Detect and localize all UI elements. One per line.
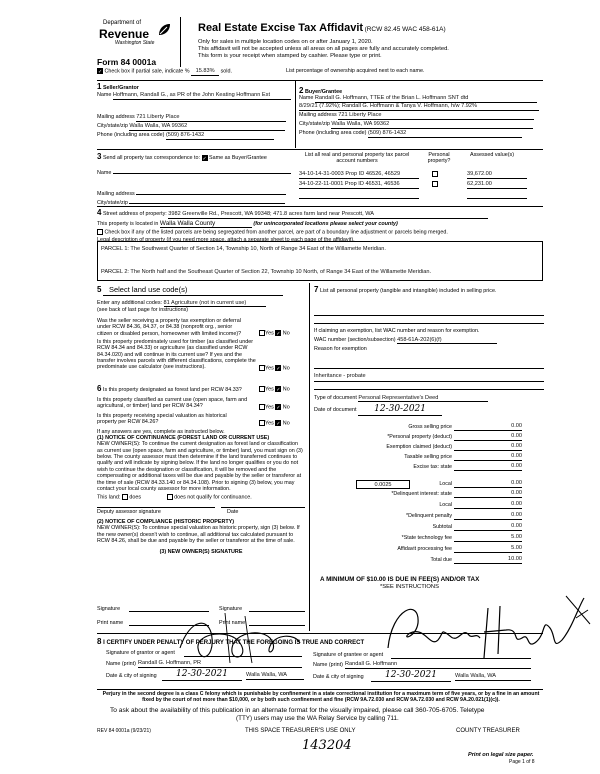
local-rate-box[interactable]: 0.0025 bbox=[356, 480, 410, 489]
property-section: 4 Street address of property: 3982 Greenville Rd., Prescott, WA 99348; 471.8 acres farm land near Prescott, WA This property is located in Walla Walla County (for unincorporated locations please select your county) Check box if any of the listed parcels are being segregated from another parcel, are part of a boundary line adjustment or parcels being merged. Legal description of property (if you need more space, attach a separate sheet to each page of the affidavit). bbox=[97, 208, 543, 243]
correspondence-section: 3 Send all property tax correspondence to: ✓ Same as Buyer/Grantee Name Mailing address City/state/zip bbox=[97, 152, 297, 207]
account-number[interactable]: 34-10-22-11-0001 Prop ID 46531, 46536 bbox=[299, 181, 419, 189]
land-use-select[interactable]: Select land use code(s) bbox=[103, 286, 283, 296]
calc-value[interactable]: 0.00 bbox=[454, 453, 522, 461]
certify-statement: 8 I CERTIFY UNDER PENALTY OF PERJURY THAT THE FOREGOING IS TRUE AND CORRECT bbox=[97, 637, 365, 646]
grantee-name-label: Name (print) bbox=[313, 662, 343, 668]
legal-description-box[interactable] bbox=[97, 241, 543, 281]
owner-sig-label-1: Signature bbox=[97, 606, 121, 612]
grantee-handwritten-signature bbox=[380, 588, 595, 666]
corr-city-label: City/state/zip bbox=[97, 200, 128, 207]
answers-intro: If any answers are yes, complete as instructed below. bbox=[97, 428, 225, 435]
calc-value[interactable]: 0.00 bbox=[454, 443, 522, 451]
legal-size-note: Print on legal size paper. bbox=[468, 752, 534, 758]
calc-value[interactable]: 0.00 bbox=[454, 480, 522, 488]
calc-value[interactable]: 5.00 bbox=[454, 534, 522, 542]
accounts-header-2: Personal property? bbox=[427, 152, 451, 165]
property-street[interactable]: 3982 Greenville Rd., Prescott, WA 99348; 471.8 acres farm land near Prescott, WA bbox=[168, 211, 488, 219]
rule-3 bbox=[97, 206, 543, 207]
grantor-name-label: Name (print) bbox=[106, 661, 136, 667]
seller-city-label: City/state/zip bbox=[97, 123, 128, 130]
account-number[interactable]: 34-10-14-31-0003 Prop ID 46526, 46529 bbox=[299, 171, 419, 179]
corr-mail-label: Mailing address bbox=[97, 191, 135, 198]
calc-label: Exemption claimed (deduct) bbox=[386, 444, 452, 450]
seller-section: 1 Seller/Grantor Name Hoffmann, Randall G., as PR of the John Keating Hoffmann Est Mailing address 721 Liberty Place City/state/zip Walla Walla, WA 99362 Phone (including area code) (509) 876-1432 bbox=[97, 82, 293, 141]
calc-label: Taxable selling price bbox=[404, 454, 452, 460]
current-use-no-label: No bbox=[282, 404, 290, 411]
segregation-label: Check box if any of the listed parcels are being segregated from another parcel, are part of a boundary line adjustment or parcels being merged. bbox=[104, 229, 448, 236]
grantor-name[interactable]: Randall G. Hoffmann, PR bbox=[138, 660, 302, 668]
current-use-question: Is this property classified as current use (open space, farm and agricultural, or timber) land per RCW 84.34? bbox=[97, 397, 248, 410]
calc-value[interactable]: 0.00 bbox=[454, 433, 522, 441]
segregation-checkbox[interactable] bbox=[97, 229, 103, 235]
calc-value[interactable]: 0.00 bbox=[454, 523, 522, 531]
personal-property-line-2[interactable] bbox=[314, 316, 544, 324]
forest-yes-label: Yes bbox=[265, 386, 274, 393]
partial-sale-sold: sold. bbox=[220, 68, 232, 75]
assessed-value[interactable]: 39,672.00 bbox=[467, 171, 527, 179]
reason-line-1[interactable] bbox=[314, 361, 544, 369]
logo-revenue: Revenue bbox=[99, 27, 150, 41]
header-divider bbox=[180, 17, 181, 67]
exemption-question: Was the seller receiving a property tax exemption or deferral under RCW 84.36, 84.37, or 84.38 (nonprofit org., senior citizen or disabled person, homeowner with limited income)? bbox=[97, 317, 242, 337]
parcel-2-text: PARCEL 2: The North half and the Southeast Quarter of Section 22, Township 10 North, of Range 34 East of the Willamette Meridian. bbox=[101, 269, 432, 275]
personal-property-section: 7 List all personal property (tangible and intangible) included in selling price. If claiming an exemption, list WAC number and reason for exemption. WAC number (section/subsection) 458-61A-202(6)(f) Reason for exemption Inheritance - probate Type of document Personal Representative's Deed Date of document 12-30-2021 bbox=[314, 285, 544, 416]
reason-label: Reason for exemption bbox=[314, 346, 367, 353]
personal-property-line-1[interactable] bbox=[314, 308, 544, 316]
treasurer-use: THIS SPACE TREASURER'S USE ONLY bbox=[245, 728, 356, 734]
calc-label: *Delinquent penalty bbox=[406, 513, 452, 519]
calc-label: *Personal property (deduct) bbox=[387, 434, 452, 440]
page-number: Page 1 of 8 bbox=[509, 759, 535, 765]
rule-5 bbox=[97, 689, 543, 690]
doc-date[interactable]: 12-30-2021 bbox=[358, 404, 442, 416]
calc-label: Gross selling price bbox=[408, 424, 452, 430]
does-not-checkbox[interactable] bbox=[167, 494, 173, 500]
partial-sale-percent[interactable]: 15.83% bbox=[191, 68, 219, 76]
account-number-blank[interactable] bbox=[299, 192, 419, 199]
historic-yes-label: Yes bbox=[265, 420, 274, 427]
grantor-handwritten-signature bbox=[170, 608, 320, 668]
personal-property-checkbox[interactable] bbox=[432, 171, 438, 177]
additional-codes[interactable]: 81 Agriculture (not in current use) bbox=[164, 300, 266, 308]
calc-value[interactable]: 0.00 bbox=[454, 490, 522, 498]
buyer-mail[interactable]: 721 Liberty Place bbox=[338, 112, 534, 120]
logo-dept: Department of bbox=[103, 20, 142, 26]
does-label: does bbox=[129, 494, 142, 501]
grantee-name[interactable]: Randall G. Hoffmann bbox=[345, 661, 531, 669]
calc-label: Local bbox=[439, 481, 452, 487]
grantee-date-label: Date & city of signing bbox=[313, 674, 364, 680]
historic-no-checkbox[interactable]: ✓ bbox=[276, 420, 281, 427]
grantee-sig-label: Signature of grantee or agent bbox=[313, 652, 384, 658]
seller-name[interactable]: Hoffmann, Randall G., as PR of the John Keating Hoffmann Est bbox=[113, 92, 291, 100]
header-sub-1: Only for sales in multiple location codes on or after January 1, 2020. bbox=[198, 39, 373, 45]
account-row bbox=[299, 171, 543, 180]
q2-yes-label: Yes bbox=[265, 365, 274, 372]
accounts-header-1: List all real and personal property tax parcel account numbers bbox=[304, 152, 410, 165]
buyer-heading: Buyer/Grantee bbox=[304, 89, 343, 95]
does-checkbox[interactable] bbox=[122, 494, 128, 500]
deputy-date-label: Date bbox=[227, 509, 239, 516]
calc-label: Local bbox=[439, 502, 452, 508]
seller-city[interactable]: Walla Walla, WA 99362 bbox=[129, 123, 285, 131]
seller-phone-label: Phone (including area code) bbox=[97, 132, 165, 139]
grantor-date-label: Date & city of signing bbox=[106, 673, 157, 679]
corr-label: Send all property tax correspondence to: bbox=[102, 155, 201, 161]
calc-label: Affidavit processing fee bbox=[397, 546, 452, 552]
partial-sale-checkbox[interactable]: ✓ bbox=[98, 69, 103, 75]
this-land-label: This land: bbox=[97, 494, 121, 501]
unincorp-note: (for unincorporated locations please select your county) bbox=[253, 220, 398, 227]
compliance-text: NEW OWNER(S): To continue special valuation as historic property, sign (3) below. If the new owner(s) doesn't wish to continue, all additional tax calculated pursuant to RCW 84.26, shall be due and payable by the seller or transferor at the time of sale. bbox=[97, 525, 300, 545]
personal-property-checkbox[interactable] bbox=[432, 181, 438, 187]
calc-label: Excise tax: state bbox=[413, 464, 452, 470]
owner-print-label-2: Print name bbox=[219, 620, 246, 626]
form-number: Form 84 0001a bbox=[97, 57, 157, 67]
buyer-name-1[interactable]: Randall G. Hoffmann, TTEE of the Brian L. Hoffmann SNT dtd bbox=[315, 95, 537, 103]
reason-line-3[interactable] bbox=[314, 382, 544, 390]
forest-no-checkbox[interactable]: ✓ bbox=[276, 387, 281, 393]
total-due-value[interactable]: 10.00 bbox=[454, 556, 522, 564]
rev-number: REV 84 0001a (9/23/21) bbox=[97, 728, 151, 734]
seller-mail[interactable]: 721 Liberty Place bbox=[136, 114, 286, 122]
rule-col-1 bbox=[295, 80, 296, 148]
exemption-claim-label: If claiming an exemption, list WAC number and reason for exemption. bbox=[314, 328, 480, 335]
calc-value[interactable]: 0.00 bbox=[454, 423, 522, 431]
title-rcw: (RCW 82.45 WAC 458-61A) bbox=[364, 26, 446, 33]
grantor-date[interactable]: 12-30-2021 bbox=[162, 669, 242, 681]
dor-logo bbox=[97, 17, 177, 55]
new-owner-sig-heading: (3) NEW OWNER(S) SIGNATURE bbox=[159, 548, 243, 555]
land-use-section: 5 Select land use code(s) Enter any additional codes: 81 Agriculture (not in current use) (see back of last page for instructions) Was the seller receiving a property tax exemption or deferral under RCW 84.36, 84.37, or 84.38 (nonprofit org., senior citizen or disabled person, homeowner with limited income)? Yes ✓ No Is this property predominately used for timber (as classified under RCW 84.34 and 84.33) or agriculture (as classified under RCW 84.34.020) and will continue in its current use? If yes and the transfer involves parcels with different classifications, complete the predominate use calculator (see instructions). Yes ✓ No bbox=[97, 285, 307, 371]
wac-label: WAC number (section/subsection) bbox=[314, 336, 396, 343]
located-label: This property is located in bbox=[97, 220, 159, 227]
rule-2 bbox=[97, 149, 543, 150]
buyer-city[interactable]: Walla Walla, WA 99362 bbox=[331, 121, 533, 129]
receipt-stamp-number: 143204 bbox=[302, 738, 352, 753]
reason-text[interactable]: Inheritance - probate bbox=[314, 373, 544, 382]
alt-format-2: (TTY) users may use the WA Relay Service by calling 711. bbox=[236, 715, 399, 722]
continuance-text: NEW OWNER(S): To continue the current designation as forest land or classification as current use (open space, farm and agriculture, or timber) land, you must sign on (3) below. The county assessor must then determine if the land transferred continues to qualify and will indicate by signing below. If the land no longer qualifies or you do not wish to continue the designation or classification, it will be removed and the compensating or additional taxes will be due and payable by the seller or transferor at the time of sale (RCW 84.33.140 or 84.34.108). Prior to signing (3) below, you may contact your local county assessor for more information. bbox=[97, 441, 303, 492]
q2-no-label: No bbox=[282, 365, 290, 372]
street-label: Street address of property: bbox=[102, 211, 167, 217]
buyer-mail-label: Mailing address bbox=[299, 112, 337, 119]
see-back-note: (see back of last page for instructions) bbox=[97, 307, 189, 314]
timber-question: Is this property predominately used for timber (as classified under RCW 84.34 and 84.33) or agriculture (as classified under RCW 84.34.020) and will continue in its current use? If yes and the transfer involves parcels with different classifications, complete the predominate use calculator (see instructions). bbox=[97, 338, 256, 371]
legal-label: Legal description of property (if you need more space, attach a separate sheet to each page of the affidavit). bbox=[97, 236, 355, 243]
historic-no-label: No bbox=[282, 420, 290, 427]
partial-sale-note: List percentage of ownership acquired next to each name. bbox=[286, 68, 425, 74]
owner-print-label-1: Print name bbox=[97, 620, 124, 626]
accounts-header-3: Assessed value(s) bbox=[469, 152, 515, 158]
grantor-sig-label: Signature of grantor or agent bbox=[106, 650, 175, 656]
calc-value[interactable]: 0.00 bbox=[454, 463, 522, 471]
page-title bbox=[198, 22, 446, 35]
minimum-due-note: A MINIMUM OF $10.00 IS DUE IN FEE(S) AND/OR TAX bbox=[320, 576, 480, 583]
corr-name[interactable] bbox=[113, 168, 291, 174]
corr-same-label: Same as Buyer/Grantee bbox=[209, 155, 267, 161]
county-select[interactable]: Walla Walla County bbox=[160, 220, 252, 229]
historic-question: Is this property receiving special valuation as historical property per RCW 84.26? bbox=[97, 412, 227, 426]
title-text: Real Estate Excise Tax Affidavit bbox=[198, 22, 364, 34]
header-sub-3: This form is your receipt when stamped by cashier. Please type or print. bbox=[198, 53, 382, 59]
doc-type[interactable]: Personal Representative's Deed bbox=[358, 395, 488, 403]
certify-text: I CERTIFY UNDER PENALTY OF PERJURY THAT THE FOREGOING IS TRUE AND CORRECT bbox=[103, 640, 365, 646]
partial-sale-label: Check box if partial sale, indicate % bbox=[104, 68, 190, 75]
calc-value[interactable]: 5.00 bbox=[454, 545, 522, 553]
corr-mail[interactable] bbox=[136, 189, 286, 195]
wac-number[interactable]: 458-61A-202(6)(f) bbox=[397, 337, 497, 345]
rule-col-2 bbox=[309, 283, 310, 631]
personal-property-label: List all personal property (tangible and intangible) included in selling price. bbox=[319, 288, 497, 294]
corr-city[interactable] bbox=[129, 198, 285, 204]
account-row-empty bbox=[299, 192, 543, 201]
logo-state: Washington State bbox=[115, 40, 155, 46]
q1-no-label: No bbox=[282, 330, 290, 337]
doc-type-label: Type of document bbox=[314, 394, 357, 401]
corr-name-label: Name bbox=[97, 170, 112, 177]
buyer-name-2[interactable]: 8/29/21 (7.92%); Randall G. Hoffmann & Tanya V. Hoffmann, h/w 7.92% bbox=[299, 103, 539, 111]
leaf-icon bbox=[157, 23, 171, 37]
forest-question: Is this property designated as forest land per RCW 84.33? bbox=[102, 387, 242, 393]
q1-yes-label: Yes bbox=[265, 330, 274, 337]
buyer-phone[interactable]: (509) 876-1432 bbox=[368, 130, 522, 138]
deputy-label: Deputy assessor signature bbox=[97, 509, 161, 516]
parcel-1-text: PARCEL 1: The Southwest Quarter of Section 14, Township 10, North of Range 34 East of the Willamette Meridian. bbox=[101, 246, 386, 252]
account-row bbox=[299, 181, 543, 190]
partial-sale-row bbox=[97, 68, 537, 76]
forest-section: 6 Is this property designated as forest land per RCW 84.33? Yes ✓ No Is this property classified as current use (open space, farm and agricultural, or timber) land per RCW 84.34? Yes ✓ No Is this property receiving special valuation as historical property per RCW 84.26? Yes ✓ No If any answers are yes, complete as instructed below. (1) NOTICE OF CONTINUANCE (FOREST LAND OR CURRENT USE) NEW OWNER(S): To continue the current designation as forest land or classification as current use (open space, farm and agriculture, or timber) land, you must sign on (3) below. The county assessor must then determine if the land transferred continues to qualify and will indicate by signing below. If the land no longer qualifies or you do not wish to continue the designation or classification, it will be removed and the compensating or additional taxes will be due and payable by the seller or transferor at the time of sale (RCW 84.33.140 or 84.34.108). Prior to signing (3) below, you may contact your local county assessor for more information. This land: does does not qualify for continuance. Deputy assessor signature Date (2) NOTICE OF COMPLIANCE (HISTORIC PROPERTY) NEW OWNER(S): To continue special valuation as historic property, sign (3) below. If the new owner(s) doesn't wish to continue, all additional tax calculated pursuant to RCW 84.26, shall be due and payable by the seller or transferor at the time of sale. (3) NEW OWNER(S) SIGNATURE bbox=[97, 384, 307, 555]
assessed-value-blank[interactable] bbox=[467, 192, 527, 199]
calc-value[interactable]: 0.00 bbox=[454, 512, 522, 520]
continuance-heading: (1) NOTICE OF CONTINUANCE (FOREST LAND OR CURRENT USE) bbox=[97, 434, 270, 441]
deputy-date-line[interactable] bbox=[221, 507, 305, 508]
q2-no-checkbox[interactable]: ✓ bbox=[276, 365, 281, 372]
buyer-city-label: City/state/zip bbox=[299, 121, 330, 128]
county-treasurer: COUNTY TREASURER bbox=[456, 728, 520, 734]
current-use-no-checkbox[interactable]: ✓ bbox=[276, 405, 281, 411]
doc-date-label: Date of document bbox=[314, 407, 357, 414]
grantor-city[interactable]: Walla Walla, WA bbox=[246, 672, 304, 680]
additional-codes-label: Enter any additional codes: bbox=[97, 299, 163, 306]
corr-same-checkbox[interactable]: ✓ bbox=[202, 155, 207, 162]
see-instructions: *SEE INSTRUCTIONS bbox=[380, 584, 439, 590]
alt-format-1: To ask about the availability of this publication in an alternate format for the visually impaired, please call 360-705-6705. Teletype bbox=[110, 707, 485, 714]
q1-no-checkbox[interactable]: ✓ bbox=[276, 330, 281, 337]
header-sub-2: This affidavit will not be accepted unless all areas on all pages are fully and accurately completed. bbox=[198, 46, 449, 52]
seller-name-label: Name bbox=[97, 92, 112, 99]
calc-label: *Delinquent interest: state bbox=[391, 491, 452, 497]
seller-heading: Seller/Grantor bbox=[102, 85, 139, 91]
grantee-city[interactable]: Walla Walla, WA bbox=[455, 673, 531, 681]
calc-label: *State technology fee bbox=[401, 535, 452, 541]
buyer-name-label: Name bbox=[299, 95, 314, 102]
current-use-yes-label: Yes bbox=[265, 404, 274, 411]
calc-label: Total due bbox=[430, 557, 452, 563]
buyer-phone-label: Phone (including area code) bbox=[299, 130, 367, 137]
deputy-sig-line[interactable] bbox=[97, 507, 215, 508]
buyer-section: 2 Buyer/Grantee Name Randall G. Hoffmann, TTEE of the Brian L. Hoffmann SNT dtd 8/29/21 (7.92%); Randall G. Hoffmann & Tanya V. Hoffmann, h/w 7.92% Mailing address 721 Liberty Place City/state/zip Walla Walla, WA 99362 Phone (including area code) (509) 876-1432 bbox=[299, 86, 543, 139]
assessed-value[interactable]: 62,231.00 bbox=[467, 181, 527, 189]
grantee-date[interactable]: 12-30-2021 bbox=[371, 670, 451, 682]
forest-no-label: No bbox=[282, 386, 290, 393]
perjury-notice: Perjury in the second degree is a class C felony which is punishable by confinement in a state correctional institution for a maximum term of five years, or by a fine in an amount fixed by the court of not more than $10,000, or by both such confinement and fine (RCW 9A.72.030 and RCW 9A.72.030 and RCW 9A.20.021(1)(c)). bbox=[102, 691, 540, 704]
rule-1 bbox=[97, 80, 543, 81]
compliance-heading: (2) NOTICE OF COMPLIANCE (HISTORIC PROPERTY) bbox=[97, 519, 235, 526]
seller-phone[interactable]: (509) 876-1432 bbox=[166, 132, 274, 140]
calc-value[interactable]: 0.00 bbox=[454, 501, 522, 509]
does-not-label: does not qualify for continuance. bbox=[174, 494, 252, 501]
owner-sig-label-2: Signature bbox=[219, 606, 243, 612]
seller-mail-label: Mailing address bbox=[97, 114, 135, 121]
calc-label: Subtotal bbox=[432, 524, 452, 530]
